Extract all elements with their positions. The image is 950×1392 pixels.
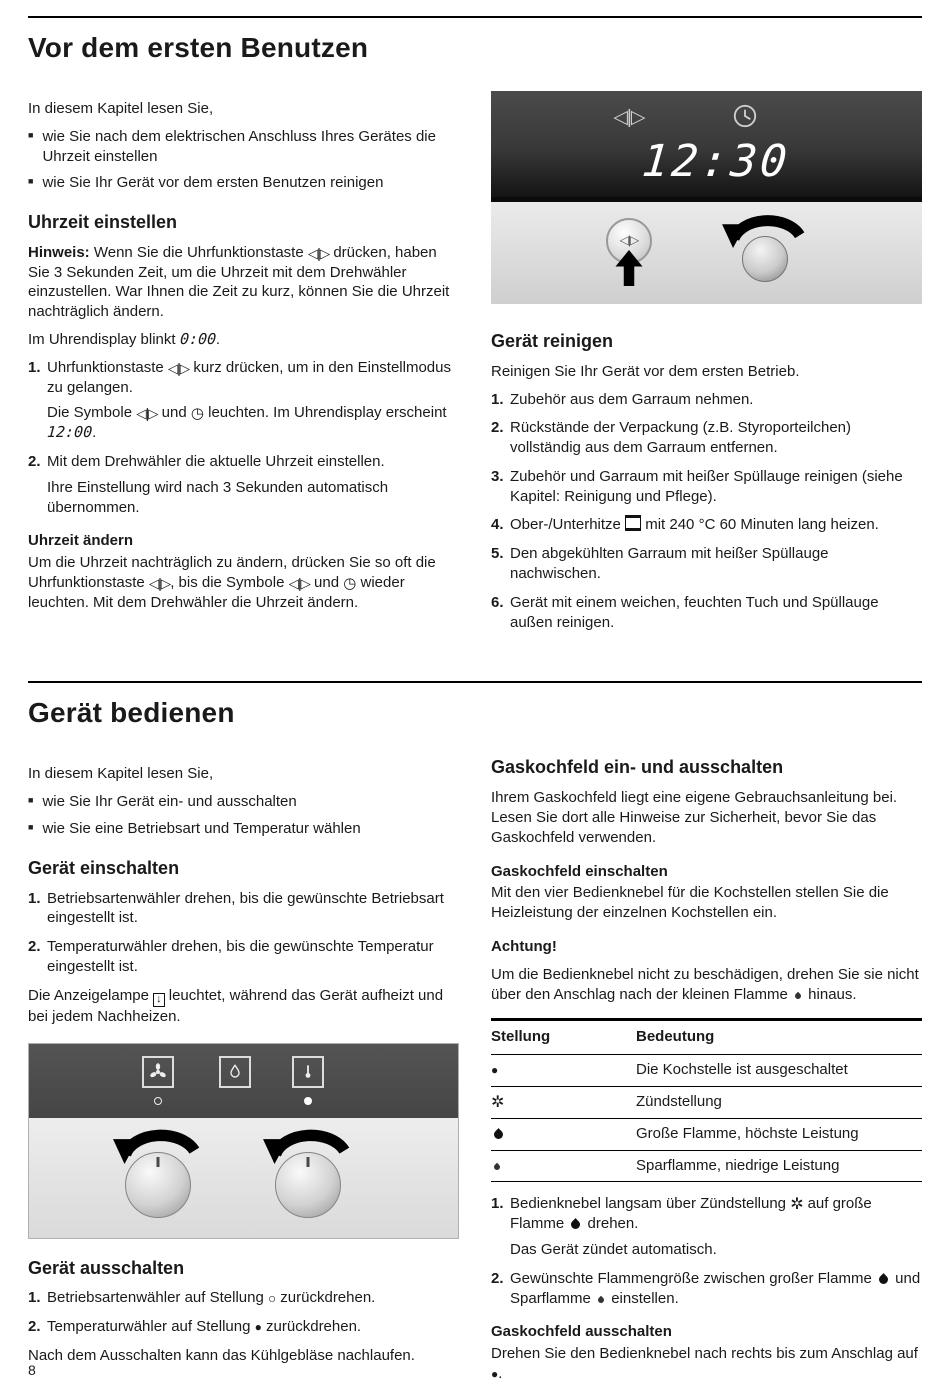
indicator-dot-open [154, 1097, 162, 1105]
bullet-item [28, 127, 459, 167]
step-text: Ober-/Unterhitze mit 240 °C 60 Minuten lang heizen. [510, 516, 879, 534]
step-text: Betriebsartenwähler auf Stellung ○ zurückdrehen. [47, 1289, 376, 1307]
step-text: Gewünschte Flammengröße zwischen großer Flamme und Sparflamme einstellen. [510, 1269, 921, 1307]
position-meaning-cell: Große Flamme, höchste Leistung [636, 1118, 922, 1150]
switch-on-heading: Gerät einschalten [28, 857, 180, 878]
flame-small-icon [493, 1162, 501, 1170]
clean-intro: Reinigen Sie Ihr Gerät vor dem ersten Betrieb. [491, 362, 800, 380]
step-item [491, 418, 922, 458]
bullet-text: wie Sie Ihr Gerät vor dem ersten Benutzen reinigen [42, 174, 384, 192]
position-symbol-cell [491, 1118, 636, 1150]
bullet-marker-icon: ■ [28, 795, 34, 806]
step-text: Rückstände der Verpackung (z.B. Styroporteilchen) vollständig aus dem Garraum entfernen. [510, 419, 852, 457]
chapter-intro: In diesem Kapitel lesen Sie, [28, 765, 214, 783]
section2-right-column [491, 756, 922, 1391]
position-symbol-cell [491, 1086, 636, 1118]
clock-key-icon: ◁|▷ [288, 576, 310, 592]
step-item [28, 889, 459, 929]
gas-intro: Ihrem Gaskochfeld liegt eine eigene Gebrauchsanleitung bei. Lesen Sie dort alle Hinweise zur Sicherheit, bevor Sie das Gaskochfeld verwenden. [491, 789, 898, 846]
position-meaning-cell: Zündstellung [636, 1086, 922, 1118]
position-meaning-cell: Die Kochstelle ist ausgeschaltet [636, 1055, 922, 1087]
section2-columns [28, 756, 922, 1391]
gas-on-text: Mit den vier Bedienknebel für die Kochstellen stellen Sie die Heizleistung der einzelnen Kochstellen ein. [491, 884, 889, 922]
clock-panel-control-area [491, 202, 922, 304]
step-item [491, 1194, 922, 1259]
step-text: Bedienknebel langsam über Zündstellung ✲ auf große Flamme drehen. [510, 1195, 872, 1233]
control-panel-icon-strip [29, 1044, 458, 1118]
section1-left-column [28, 91, 459, 621]
step-text: Betriebsartenwähler drehen, bis die gewünschte Betriebsart eingestellt ist. [47, 889, 444, 927]
spark-icon: ✲ [790, 1196, 804, 1214]
bullet-marker-icon: ■ [28, 822, 34, 833]
mode-box [142, 1056, 174, 1088]
rotary-selector-group [717, 206, 813, 302]
clock-blink-paragraph: Im Uhrendisplay blinkt 0:00. [28, 330, 221, 349]
clock-note-paragraph: Hinweis: Wenn Sie die Uhrfunktionstaste ◁|▷ drücken, haben Sie 3 Sekunden Zeit, um die Uhrzeit mit dem Drehwähler einzustellen. War Ihnen die Zeit zu kurz, können Sie die Uhrzeit nachträglich ändern. [28, 243, 450, 321]
step-text: Temperaturwähler auf Stellung ● zurückdrehen. [47, 1318, 362, 1336]
step-item [28, 1317, 459, 1337]
section2-left-column [28, 756, 459, 1373]
gas-warning-text: Um die Bedienknebel nicht zu beschädigen, drehen Sie sie nicht über den Anschlag nach der kleinen Flamme hinaus. [491, 965, 919, 1003]
set-clock-heading: Uhrzeit einstellen [28, 212, 178, 233]
clock-key-icon: ◁|▷ [136, 406, 158, 422]
gas-positions-table [491, 1018, 922, 1182]
chapter-intro: In diesem Kapitel lesen Sie, [28, 99, 214, 117]
heat-top-bottom-icon [625, 515, 641, 531]
dot-icon: ● [491, 1366, 499, 1381]
position-symbol-cell [491, 1150, 636, 1182]
table-row [491, 1150, 922, 1182]
change-clock-heading: Uhrzeit ändern [28, 532, 134, 550]
clock-key-icon: ◁|▷ [307, 245, 330, 261]
table-row [491, 1118, 922, 1150]
step-text: Zubehör aus dem Garraum nehmen. [510, 390, 754, 408]
switch-off-heading: Gerät ausschalten [28, 1257, 185, 1278]
section2-title: Gerät bedienen [28, 697, 235, 729]
section1-columns [28, 91, 922, 642]
position-meaning-cell: Sparflamme, niedrige Leistung [636, 1156, 840, 1174]
circle-open-icon: ○ [267, 1291, 277, 1307]
clean-steps-list [491, 390, 922, 633]
spark-icon: ✲ [491, 1093, 505, 1111]
bullet-item [28, 792, 459, 812]
clean-heading: Gerät reinigen [491, 330, 614, 351]
press-arrow-icon [614, 250, 644, 286]
step-text: Den abgekühlten Garraum mit heißer Spüllauge nachwischen. [510, 545, 829, 583]
step-item [491, 467, 922, 507]
clock-key-icon: ◁|▷ [167, 360, 190, 376]
bullet-item [28, 173, 459, 193]
step-text: Temperaturwähler drehen, bis die gewünschte Temperatur eingestellt ist. [47, 938, 434, 975]
clock-panel-figure [491, 91, 922, 304]
droplet-icon [226, 1063, 244, 1081]
table-row [491, 1086, 922, 1118]
indicator-lamp-lit [304, 1097, 312, 1105]
control-panel-knob-area [29, 1118, 458, 1238]
seven-segment-text: 0:00 [179, 330, 217, 349]
step-item [28, 937, 459, 977]
step-item [28, 1288, 459, 1308]
step-item [491, 515, 922, 535]
step-item [491, 1269, 922, 1309]
clock-function-button-label: ◁|▷ [619, 233, 639, 248]
step-item [491, 390, 922, 410]
gas-steps-list [491, 1194, 922, 1308]
gas-off-heading: Gaskochfeld ausschalten [491, 1323, 672, 1341]
clock-icon: ◷ [343, 575, 357, 593]
seven-segment-text: 12:00 [46, 423, 93, 442]
indicator-lamp-paragraph: Die Anzeigelampe ↓ leuchtet, während das Gerät aufheizt und bei jedem Nachheizen. [28, 986, 444, 1025]
flame-small-icon [794, 991, 802, 999]
step-subtext: Die Symbole ◁|▷ und ◷ leuchten. Im Uhrendisplay erscheint 12:00. [46, 404, 447, 442]
table-header-stellung: Stellung [491, 1020, 636, 1055]
rotate-arrow-icon [260, 1120, 356, 1164]
mode-selector-group [103, 1120, 213, 1232]
clock-panel-display-area [491, 91, 922, 202]
page-number: 8 [28, 1362, 36, 1379]
step-item [491, 593, 922, 633]
section1-title: Vor dem ersten Benutzen [28, 32, 369, 63]
step-text: Mit dem Drehwähler die aktuelle Uhrzeit einstellen. [47, 453, 385, 471]
control-panel-figure [28, 1043, 459, 1239]
step-item [28, 452, 459, 517]
temperature-selector-group [253, 1120, 363, 1232]
top-rule [28, 16, 922, 18]
dot-icon: ● [491, 1063, 499, 1078]
flame-large-icon [569, 1218, 582, 1231]
rotate-arrow-icon [719, 206, 811, 248]
clock-function-key-icon: ◁|▷ [613, 106, 645, 128]
thermometer-icon [299, 1063, 317, 1081]
section1-right-column [491, 91, 922, 642]
change-clock-paragraph: Um die Uhrzeit nachträglich zu ändern, drücken Sie so oft die Uhrfunktionstaste ◁|▷, bis die Symbole ◁|▷ und ◷ wieder leuchten. Mit dem Drehwähler die Uhrzeit ändern. [28, 554, 436, 611]
section-rule [28, 681, 922, 683]
bullet-text: wie Sie eine Betriebsart und Temperatur wählen [42, 820, 361, 838]
lamp-icon: ↓ [153, 993, 165, 1007]
table-header-bedeutung: Bedeutung [636, 1020, 922, 1055]
bullet-marker-icon: ■ [28, 129, 34, 140]
flame-large-icon [877, 1273, 890, 1286]
mode-box [292, 1056, 324, 1088]
table-row [491, 1055, 922, 1087]
clock-key-icon: ◁|▷ [148, 576, 171, 592]
flame-large-icon [492, 1128, 505, 1141]
gas-on-heading: Gaskochfeld einschalten [491, 862, 668, 880]
gas-warning-heading: Achtung! [491, 937, 557, 955]
mode-box [219, 1056, 251, 1088]
bullet-text: wie Sie nach dem elektrischen Anschluss Ihres Gerätes die Uhrzeit einstellen [42, 127, 436, 165]
step-subtext: Das Gerät zündet automatisch. [510, 1240, 717, 1258]
step-text: Uhrfunktionstaste ◁|▷ kurz drücken, um in den Einstellmodus zu gelangen. [47, 358, 451, 396]
step-item [491, 544, 922, 584]
flame-small-icon [597, 1295, 605, 1303]
clock-icon: ◷ [190, 405, 204, 423]
dot-icon: ● [254, 1320, 262, 1335]
switch-off-steps-list [28, 1288, 459, 1337]
position-symbol-cell [491, 1055, 636, 1087]
hot-air-icon [148, 1062, 168, 1082]
clock-icon [732, 103, 758, 129]
gas-off-text: Drehen Sie den Bedienknebel nach rechts bis zum Anschlag auf ●. [491, 1345, 918, 1382]
bullet-item [28, 819, 459, 839]
bullet-marker-icon: ■ [28, 176, 34, 187]
clock-display: 12:30 [639, 135, 792, 187]
step-subtext: Ihre Einstellung wird nach 3 Sekunden automatisch übernommen. [47, 478, 389, 516]
step-text: Zubehör und Garraum mit heißer Spüllauge reinigen (siehe Kapitel: Reinigung und Pflege). [510, 467, 903, 505]
step-text: Gerät mit einem weichen, feuchten Tuch und Spüllauge außen reinigen. [510, 593, 879, 631]
cooling-fan-note: Nach dem Ausschalten kann das Kühlgebläse nachlaufen. [28, 1346, 415, 1364]
manual-page [0, 16, 950, 1392]
switch-on-steps-list [28, 889, 459, 977]
step-item [28, 358, 459, 443]
gas-heading: Gaskochfeld ein- und ausschalten [491, 757, 784, 778]
bullet-text: wie Sie Ihr Gerät ein- und ausschalten [42, 793, 297, 811]
rotate-arrow-icon [110, 1120, 206, 1164]
clock-steps-list [28, 358, 459, 518]
